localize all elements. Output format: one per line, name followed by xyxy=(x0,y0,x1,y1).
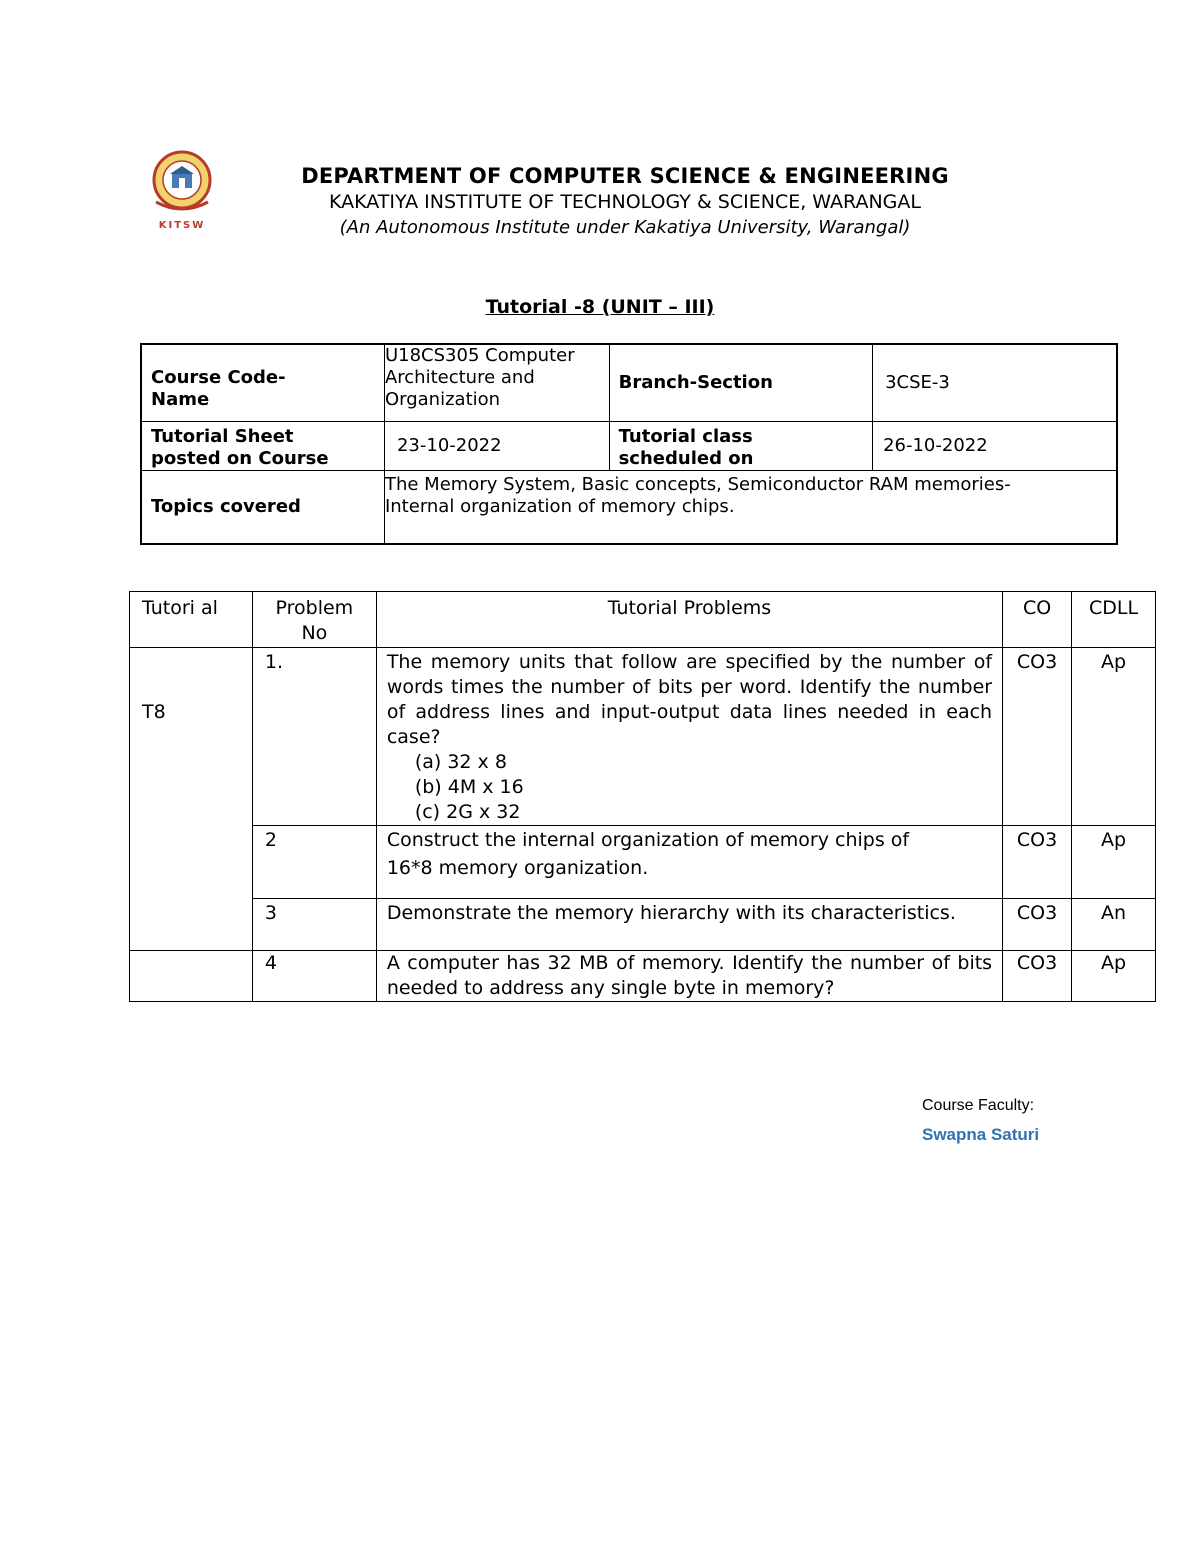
problem-cdll: Ap xyxy=(1072,826,1156,899)
tutorial-title: Tutorial -8 (UNIT – III) xyxy=(485,296,715,318)
problem-number: 4 xyxy=(252,951,376,1002)
department-name: DEPARTMENT OF COMPUTER SCIENCE & ENGINEERING xyxy=(301,164,949,188)
course-value-line: Organization xyxy=(384,389,501,410)
problem-number: 2 xyxy=(252,826,376,899)
header-tutorial-problems: Tutorial Problems xyxy=(376,592,1002,648)
tutorial-id-cell: T8 xyxy=(130,648,253,951)
scheduled-on-value: 26-10-2022 xyxy=(873,421,1117,470)
empty-tutorial-cell xyxy=(130,951,253,1002)
problem-text-line: 16*8 memory organization. xyxy=(386,857,649,879)
document-header xyxy=(230,164,1020,238)
problem-text: A computer has 32 MB of memory. Identify the number of bits needed to address any single byte in memory? xyxy=(386,952,993,999)
autonomous-note: (An Autonomous Institute under Kakatiya University, Warangal) xyxy=(339,217,911,238)
faculty-name: Swapna Saturi xyxy=(922,1125,1040,1144)
tutorial-problems-table xyxy=(129,591,1156,1002)
header-problem-line: No xyxy=(301,622,328,644)
course-code-label xyxy=(141,344,384,421)
topics-line: The Memory System, Basic concepts, Semiconductor RAM memories- xyxy=(384,473,1011,495)
topics-label: Topics covered xyxy=(141,470,384,544)
course-value-line: Architecture and xyxy=(384,367,535,388)
table-row xyxy=(130,899,1156,951)
problem-text-cell xyxy=(376,951,1002,1002)
posted-label-line: posted on Course xyxy=(151,447,329,469)
header-problem-no xyxy=(252,592,376,648)
info-row xyxy=(141,421,1117,470)
scheduled-label-line: scheduled on xyxy=(618,447,754,469)
logo-seal xyxy=(154,152,210,209)
logo-text: KITSW xyxy=(158,220,206,231)
course-faculty xyxy=(922,1097,1039,1145)
problem-co: CO3 xyxy=(1003,899,1072,951)
table-header-row xyxy=(130,592,1156,648)
problem-text: Demonstrate the memory hierarchy with its characteristics. xyxy=(386,902,956,924)
institute-name: KAKATIYA INSTITUTE OF TECHNOLOGY & SCIENCE, WARANGAL xyxy=(329,191,921,213)
scheduled-label-line: Tutorial class xyxy=(618,425,753,447)
posted-on-value: 23-10-2022 xyxy=(384,421,609,470)
topics-value xyxy=(384,470,1117,544)
problem-subitem: (a) 32 x 8 xyxy=(414,751,507,773)
course-value-line: U18CS305 Computer xyxy=(384,345,575,366)
posted-on-label xyxy=(141,421,384,470)
posted-label-line: Tutorial Sheet xyxy=(151,425,294,447)
course-code-label-line: Course Code- xyxy=(151,366,286,388)
course-code-value xyxy=(384,344,609,421)
problem-co: CO3 xyxy=(1003,826,1072,899)
problem-number: 1. xyxy=(252,648,376,826)
header-tutorial: Tutori al xyxy=(130,592,253,648)
problem-co: CO3 xyxy=(1003,951,1072,1002)
topics-line: Internal organization of memory chips. xyxy=(384,495,735,517)
problem-cdll: An xyxy=(1072,899,1156,951)
table-row xyxy=(130,951,1156,1002)
problem-text-line: Construct the internal organization of memory chips of xyxy=(386,829,910,851)
problem-cdll: Ap xyxy=(1072,951,1156,1002)
course-info-table xyxy=(140,343,1118,545)
branch-section-value: 3CSE-3 xyxy=(873,344,1117,421)
problem-text-cell xyxy=(376,899,1002,951)
header-co: CO xyxy=(1003,592,1072,648)
problem-cdll: Ap xyxy=(1072,648,1156,826)
problem-text-cell xyxy=(376,826,1002,899)
course-code-label-line: Name xyxy=(151,388,210,410)
table-row xyxy=(130,648,1156,826)
info-row xyxy=(141,344,1117,421)
table-row xyxy=(130,826,1156,899)
header-cdll: CDLL xyxy=(1072,592,1156,648)
problem-subitem: (b) 4M x 16 xyxy=(414,776,524,798)
problem-co: CO3 xyxy=(1003,648,1072,826)
institute-logo xyxy=(150,150,220,232)
problem-text-cell xyxy=(376,648,1002,826)
branch-section-label: Branch-Section xyxy=(609,344,872,421)
faculty-label: Course Faculty: xyxy=(922,1097,1035,1114)
problem-text: The memory units that follow are specified by the number of words times the number of bits per word. Identify the number of address lines and input-output data lines needed in each case? xyxy=(386,651,993,748)
header-problem-line: Problem xyxy=(275,597,354,619)
scheduled-on-label xyxy=(609,421,872,470)
info-row xyxy=(141,470,1117,544)
problem-subitem: (c) 2G x 32 xyxy=(414,801,521,823)
problem-number: 3 xyxy=(252,899,376,951)
